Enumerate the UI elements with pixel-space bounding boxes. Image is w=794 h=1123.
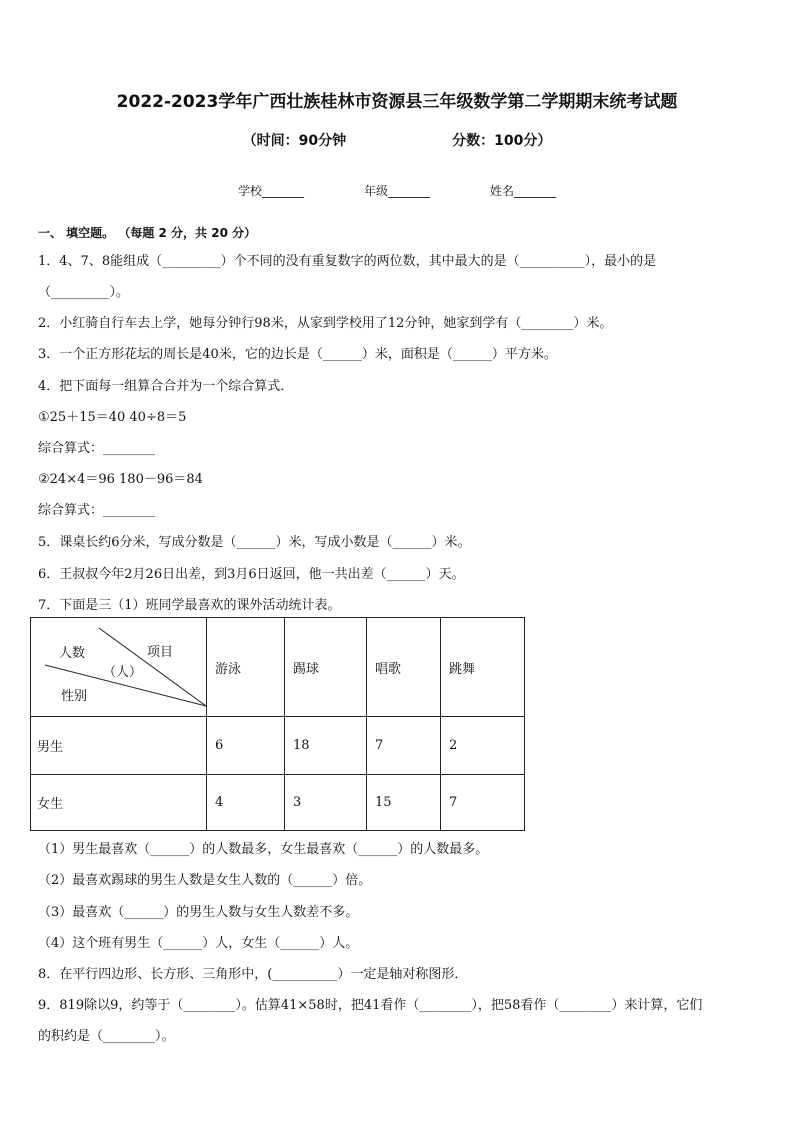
column-header: 踢球 bbox=[285, 618, 367, 717]
row-label: 男生 bbox=[31, 717, 207, 775]
question-1-cont: （_________）。 bbox=[38, 285, 130, 300]
student-info bbox=[0, 182, 794, 199]
question-8: 8．在平行四边形、长方形、三角形中，(__________）一定是轴对称图形． bbox=[38, 967, 468, 982]
corner-item-label: 项目 bbox=[147, 645, 174, 660]
table-header-row bbox=[31, 618, 525, 717]
question-9: 9．819除以9，约等于（________）。估算41×58时，把41看作（________），把58看作（________）来计算，它们 bbox=[38, 998, 703, 1013]
corner-gender-label: 性别 bbox=[61, 689, 88, 704]
exam-meta bbox=[0, 130, 794, 150]
exam-time: （时间：90分钟 bbox=[242, 133, 347, 149]
question-4-answer-2: 综合算式：________ bbox=[38, 503, 156, 518]
table-row bbox=[31, 775, 525, 831]
question-2: 2．小红骑自行车去上学，她每分钟行98米，从家到学校用了12分钟，她家到学有（________）米。 bbox=[38, 316, 613, 331]
question-7-part-2: （2）最喜欢踢球的男生人数是女生人数的（______）倍。 bbox=[38, 873, 372, 888]
table-cell: 2 bbox=[441, 717, 525, 775]
table-row bbox=[31, 717, 525, 775]
question-4-group-2: ②24×4＝96 180－96＝84 bbox=[38, 472, 203, 487]
row-label: 女生 bbox=[31, 775, 207, 831]
table-cell: 3 bbox=[285, 775, 367, 831]
table-cell: 18 bbox=[285, 717, 367, 775]
question-4: 4．把下面每一组算合合并为一个综合算式． bbox=[38, 379, 294, 394]
table-cell: 4 bbox=[207, 775, 285, 831]
table-cell: 7 bbox=[367, 717, 441, 775]
table-corner-cell bbox=[31, 618, 207, 717]
question-7: 7．下面是三（1）班同学最喜欢的课外活动统计表。 bbox=[38, 598, 341, 613]
activity-stats-table bbox=[30, 617, 525, 831]
exam-title: 2022-2023学年广西壮族桂林市资源县三年级数学第二学期期末统考试题 bbox=[116, 92, 678, 112]
question-3: 3．一个正方形花坛的周长是40米，它的边长是（______）米，面积是（______）平方米。 bbox=[38, 347, 557, 362]
question-4-answer-1: 综合算式：________ bbox=[38, 441, 156, 456]
name-field: 姓名_______ bbox=[490, 184, 557, 198]
question-7-part-1: （1）男生最喜欢（______）的人数最多，女生最喜欢（______）的人数最多。 bbox=[38, 842, 489, 857]
column-header: 游泳 bbox=[207, 618, 285, 717]
school-field: 学校_______ bbox=[237, 184, 304, 198]
question-1: 1．4、7、8能组成（_________）个不同的没有重复数字的两位数，其中最大的是（__________），最小的是 bbox=[38, 254, 657, 269]
grade-field: 年级_______ bbox=[363, 184, 430, 198]
question-6: 6．王叔叔今年2月26日出差，到3月6日返回，他一共出差（______）天。 bbox=[38, 567, 465, 582]
question-7-part-4: （4）这个班有男生（______）人，女生（______）人。 bbox=[38, 936, 359, 951]
question-9-cont: 的积约是（________）。 bbox=[38, 1029, 175, 1044]
table-cell: 7 bbox=[441, 775, 525, 831]
table-cell: 6 bbox=[207, 717, 285, 775]
table-cell: 15 bbox=[367, 775, 441, 831]
corner-count-label: 人数 bbox=[59, 646, 86, 661]
column-header: 跳舞 bbox=[441, 618, 525, 717]
column-header: 唱歌 bbox=[367, 618, 441, 717]
section-heading: 一、 填空题。 （每题 2 分，共 20 分） bbox=[38, 226, 257, 240]
question-7-part-3: （3）最喜欢（______）的男生人数与女生人数差不多。 bbox=[38, 905, 359, 920]
question-5: 5．课桌长约6分米，写成分数是（______）米，写成小数是（______）米。 bbox=[38, 535, 471, 550]
corner-unit-label: （人） bbox=[103, 665, 143, 680]
exam-score: 分数：100分） bbox=[452, 133, 552, 149]
question-4-group-1: ①25＋15＝40 40÷8＝5 bbox=[38, 410, 187, 425]
